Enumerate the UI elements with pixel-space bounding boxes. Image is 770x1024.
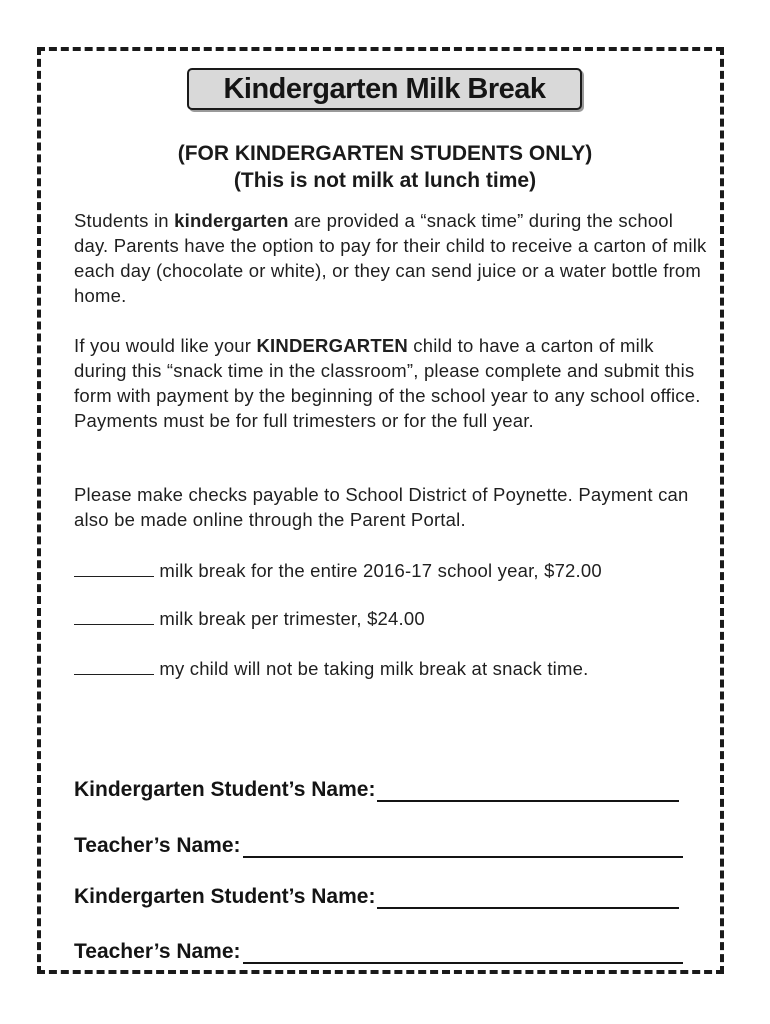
teacher-name-field-2 bbox=[74, 940, 683, 964]
heading-not-lunch: (This is not milk at lunch time) bbox=[233, 169, 537, 192]
field-label: Kindergarten Student’s Name: bbox=[74, 778, 376, 801]
option-no-milk bbox=[74, 656, 714, 680]
para2-text-end: child to have a carton of milk during this “snack time in the classroom”, please complete and submit this form with payment by the beginning of the school year to any school office. Payments must be for full trimesters or for the full year. bbox=[74, 335, 701, 431]
teacher-name-line[interactable] bbox=[243, 834, 683, 858]
option-label: my child will not be taking milk break at snack time. bbox=[159, 658, 589, 679]
para1-text: Students in bbox=[74, 210, 175, 231]
option-blank[interactable] bbox=[74, 558, 154, 577]
option-full-year bbox=[74, 558, 714, 582]
option-trimester bbox=[74, 606, 714, 630]
option-blank[interactable] bbox=[74, 606, 154, 625]
option-label: milk break per trimester, $24.00 bbox=[159, 608, 425, 629]
para1-bold: kindergarten bbox=[174, 210, 289, 231]
paragraph-payment: Please make checks payable to School District of Poynette. Payment can also be made online through the Parent Portal. bbox=[74, 484, 689, 530]
student-name-line[interactable] bbox=[377, 778, 679, 802]
para1-text-end: are provided a “snack time” during the school day. Parents have the option to pay for their child to receive a carton of milk each day (chocolate or white), or they can send juice or a water bottle from home. bbox=[74, 210, 707, 306]
option-label: milk break for the entire 2016-17 school year, $72.00 bbox=[159, 560, 602, 581]
paragraph-snack-time bbox=[74, 208, 709, 308]
teacher-name-field bbox=[74, 834, 683, 858]
student-name-field-2 bbox=[74, 885, 679, 909]
form-title: Kindergarten Milk Break bbox=[187, 68, 582, 110]
student-name-line-2[interactable] bbox=[377, 885, 679, 909]
option-blank[interactable] bbox=[74, 656, 154, 675]
field-label: Teacher’s Name: bbox=[74, 834, 241, 857]
paragraph-instructions bbox=[74, 333, 709, 433]
para2-text: If you would like your bbox=[74, 335, 257, 356]
teacher-name-line-2[interactable] bbox=[243, 940, 683, 964]
heading-students-only: (FOR KINDERGARTEN STUDENTS ONLY) bbox=[177, 142, 593, 165]
para2-bold: KINDERGARTEN bbox=[256, 335, 408, 356]
student-name-field bbox=[74, 778, 679, 802]
field-label: Teacher’s Name: bbox=[74, 940, 241, 963]
field-label: Kindergarten Student’s Name: bbox=[74, 885, 376, 908]
